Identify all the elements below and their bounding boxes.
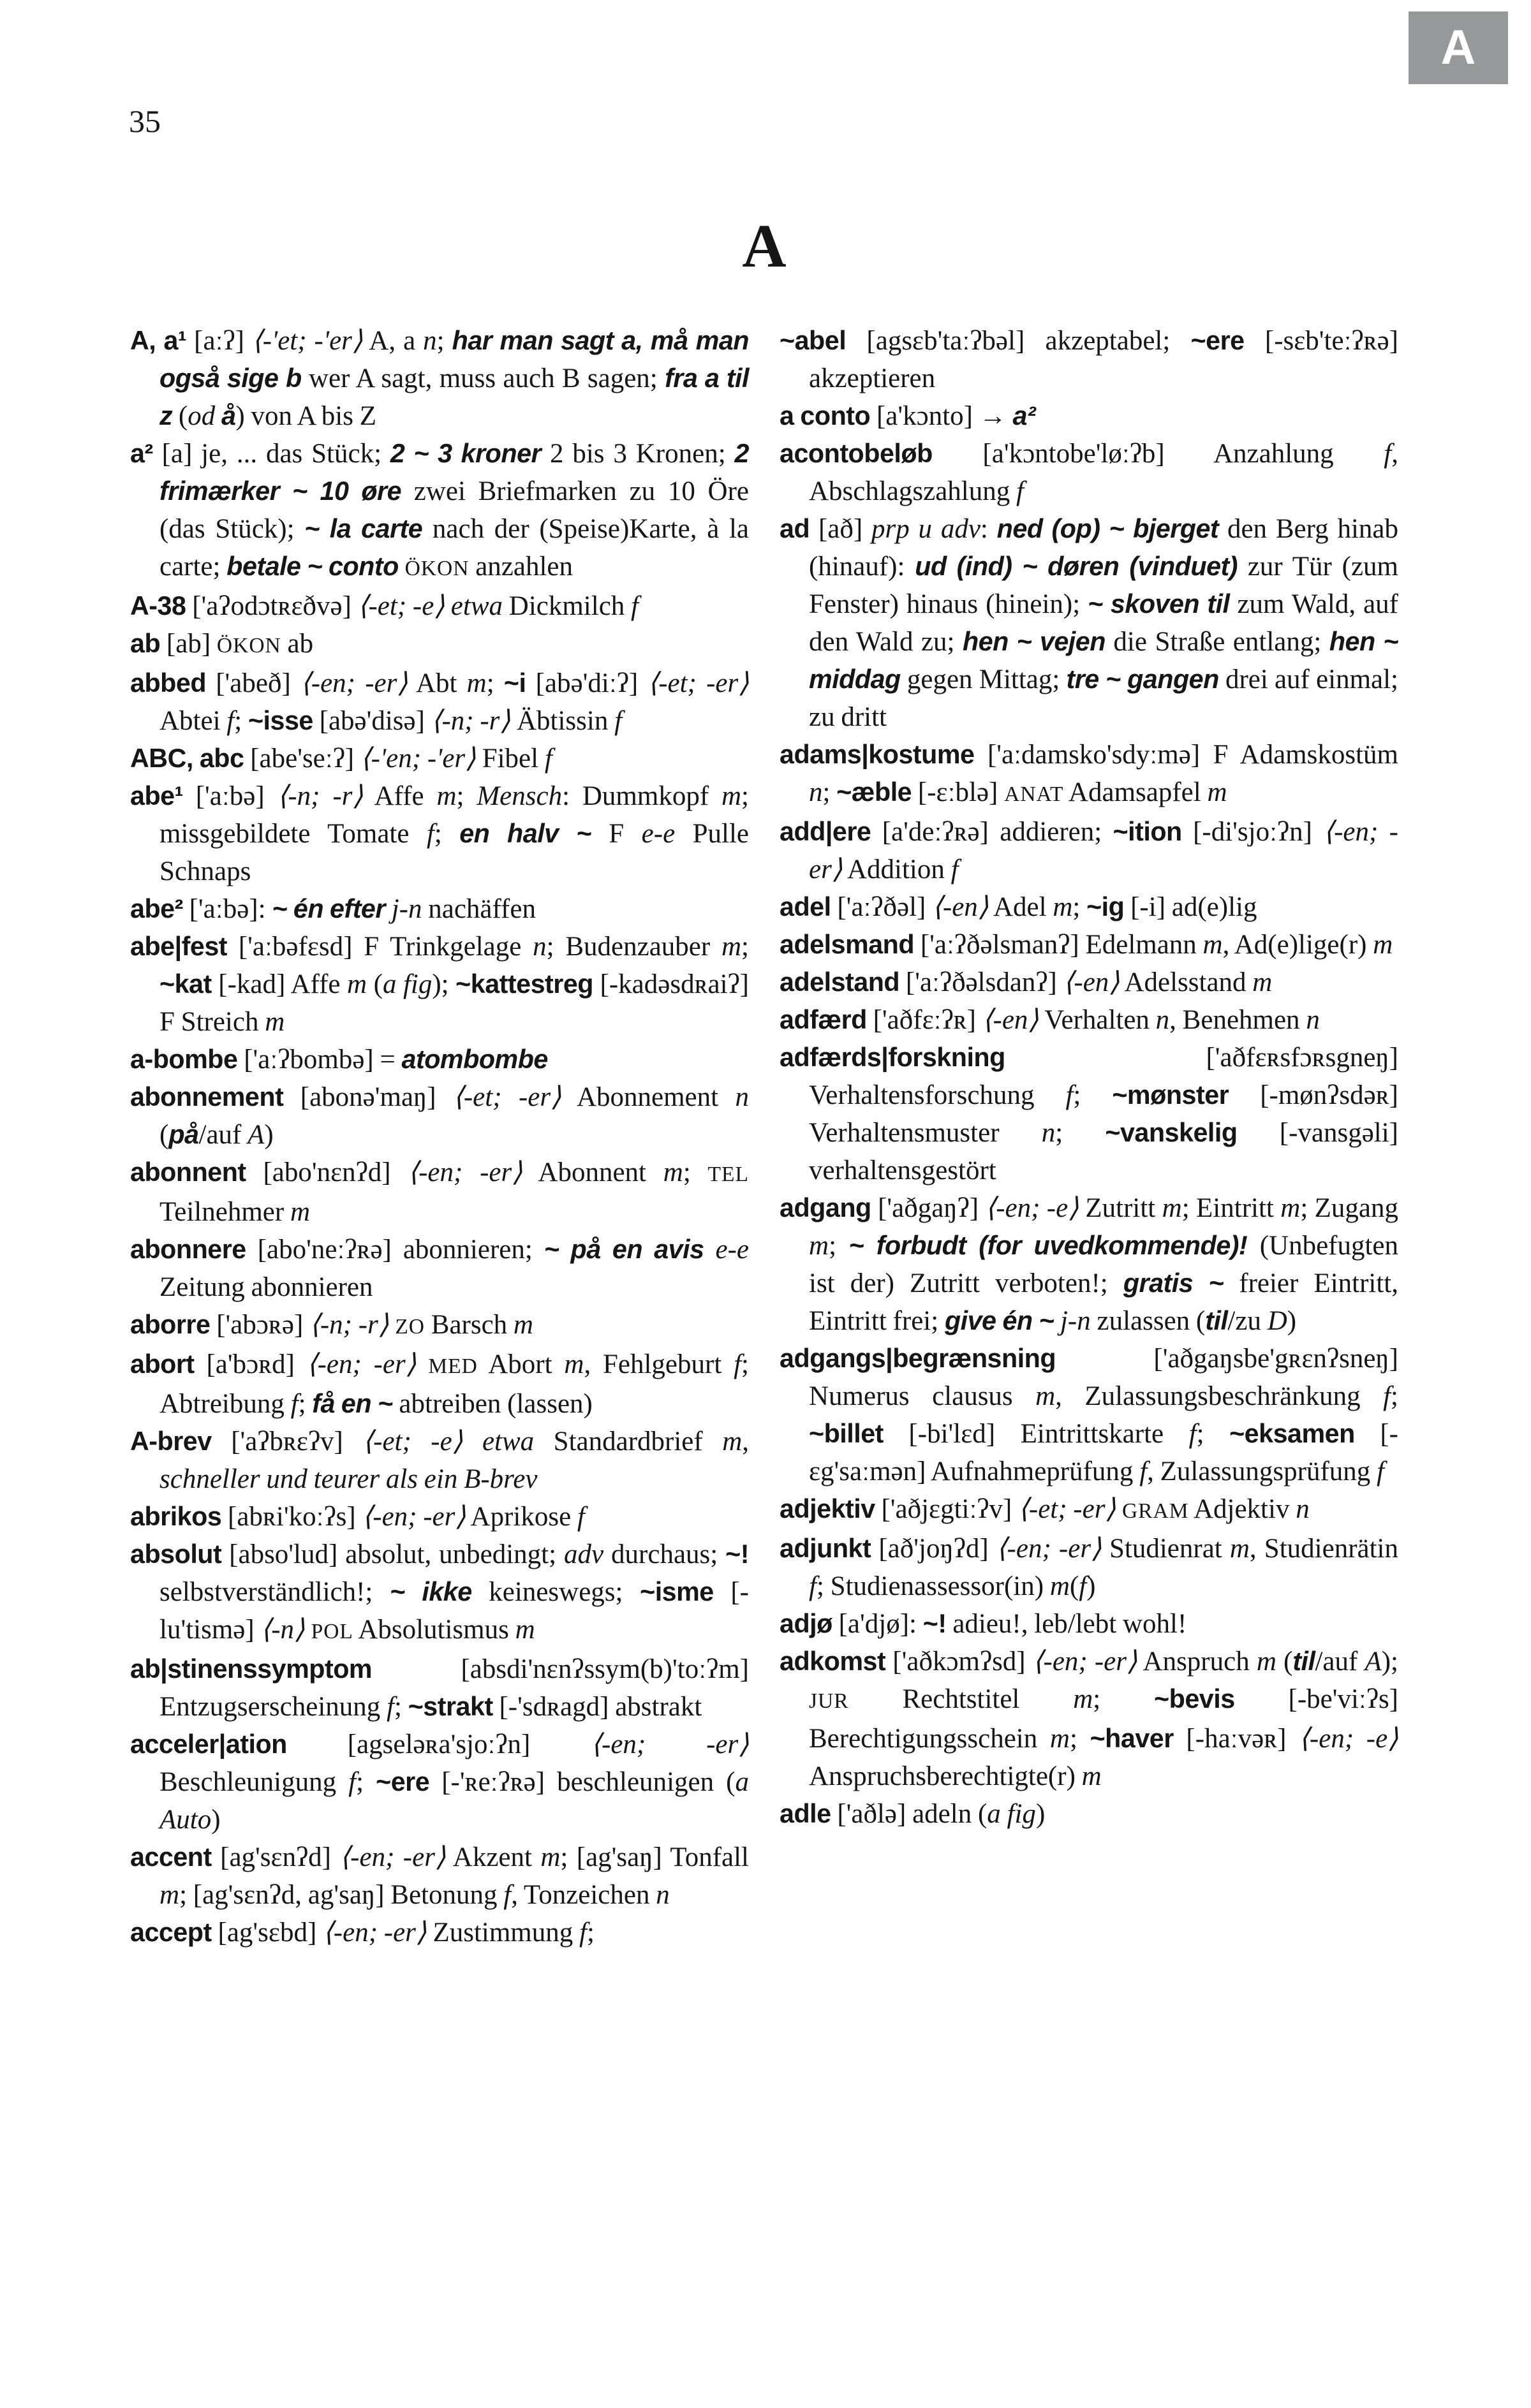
dictionary-entry: abe|fest ['aːbəfɛsd] F Trinkgelage n; Budenzauber m; ~kat [-kad] Affe m (a fig); ~kattestreg [-kadəsdʀaiʔ] F Streich m (130, 932, 749, 1037)
section-letter: A (742, 212, 787, 280)
dictionary-entry: adle ['aðlə] adeln (a fig) (780, 1799, 1046, 1829)
dictionary-entry: adel ['aːʔðəl] ⟨-en⟩ Adel m; ~ig [-i] ad(e)lig (780, 892, 1257, 922)
left-column (130, 322, 749, 1951)
dictionary-entry: abonnement [abonə'maŋ] ⟨-et; -er⟩ Abonnement n (på/auf A) (130, 1082, 749, 1150)
dictionary-entry: abort [a'bɔʀd] ⟨-en; -er⟩ MED Abort m, Fehlgeburt f; Abtreibung f; få en ~ abtreiben (lassen) (130, 1349, 749, 1419)
dictionary-entry: ~abel [agsɛb'taːʔbəl] akzeptabel; ~ere [-sɛb'teːʔʀə] akzeptieren (780, 326, 1398, 393)
dictionary-entry: a conto [a'kɔnto] → a² (780, 401, 1036, 431)
dictionary-entry: adjektiv ['aðjɛgtiːʔv] ⟨-et; -er⟩ GRAM Adjektiv n (780, 1494, 1310, 1524)
corner-tab-letter: A (1440, 20, 1476, 75)
corner-tab (1409, 11, 1508, 84)
dictionary-entry: adelsmand ['aːʔðəlsmanʔ] Edelmann m, Ad(e)lige(r) m (780, 930, 1393, 960)
dictionary-entry: abonnere [abo'neːʔʀə] abonnieren; ~ på en avis e-e Zeitung abonnieren (130, 1235, 749, 1302)
dictionary-entry: A-brev ['aʔbʀɛʔv] ⟨-et; -e⟩ etwa Standardbrief m, schneller und teurer als ein B-brev (130, 1427, 749, 1494)
dictionary-entry: a² [a] je, ... das Stück; 2 ~ 3 kroner 2 bis 3 Kronen; 2 frimærker ~ 10 øre zwei Briefmarken zu 10 Öre (das Stück); ~ la carte nach der (Speise)Karte, à la carte; betale ~ conto ÖKON anzahlen (130, 439, 749, 582)
dictionary-entry: adjø [a'djø]: ~! adieu!, leb/lebt wohl! (780, 1609, 1187, 1639)
dictionary-entry: A, a¹ [aːʔ] ⟨-'et; -'er⟩ A, a n; har man sagt a, må man også sige b wer A sagt, muss auch B sagen; fra a til z (od å) von A bis Z (130, 326, 749, 431)
dictionary-entry: A-38 ['aʔodɔtʀɛðvə] ⟨-et; -e⟩ etwa Dickmilch f (130, 591, 639, 621)
dictionary-entry: absolut [abso'lud] absolut, unbedingt; adv durchaus; ~! selbstverständlich!; ~ ikke keineswegs; ~isme [-lu'tismə] ⟨-n⟩ POL Absolutismus m (130, 1539, 749, 1645)
dictionary-entry: adgangs|begrænsning ['aðgaŋsbe'gʀɛnʔsneŋ] Numerus clausus m, Zulassungsbeschränkung f; ~billet [-bi'lɛd] Eintrittskarte f; ~eksamen [-ɛg'saːmən] Aufnahmeprüfung f, Zulassungsprüfung f (780, 1344, 1398, 1487)
dictionary-entry: adelstand ['aːʔðəlsdanʔ] ⟨-en⟩ Adelsstand m (780, 967, 1273, 997)
dictionary-entry: ab|stinenssymptom [absdi'nɛnʔssym(b)'toːʔm] Entzugserscheinung f; ~strakt [-'sdʀagd] abstrakt (130, 1654, 749, 1722)
dictionary-entry: abrikos [abʀi'koːʔs] ⟨-en; -er⟩ Aprikose f (130, 1502, 585, 1532)
page-number: 35 (129, 103, 161, 139)
dictionary-entry: ab [ab] ÖKON ab (130, 629, 314, 659)
dictionary-entry: ad [að] prp u adv: ned (op) ~ bjerget den Berg hinab (hinauf): ud (ind) ~ døren (vinduet) zur Tür (zum Fenster) hinaus (hinein); ~ skoven til zum Wald, auf den Wald zu; hen ~ vejen die Straße entlang; hen ~ middag gegen Mittag; tre ~ gangen drei auf einmal; zu dritt (780, 514, 1399, 732)
dictionary-entry: abonnent [abo'nɛnʔd] ⟨-en; -er⟩ Abonnent m; TEL Teilnehmer m (130, 1157, 749, 1227)
dictionary-entry: adfærds|forskning ['aðfɛʀsfɔʀsgneŋ] Verhaltensforschung f; ~mønster [-mønʔsdəʀ] Verhaltensmuster n; ~vanskelig [-vansgəli] verhaltensgestört (780, 1043, 1399, 1186)
dictionary-entry: abe¹ ['aːbə] ⟨-n; -r⟩ Affe m; Mensch: Dummkopf m; missgebildete Tomate f; en halv ~ F e-e Pulle Schnaps (130, 781, 750, 886)
dictionary-entry: adfærd ['aðfɛːʔʀ] ⟨-en⟩ Verhalten n, Benehmen n (780, 1005, 1320, 1035)
dictionary-entry: adjunkt [að'joŋʔd] ⟨-en; -er⟩ Studienrat m, Studienrätin f; Studienassessor(in) m(f) (780, 1534, 1398, 1601)
dictionary-entry: a-bombe ['aːʔbombə] = atombombe (130, 1045, 548, 1075)
dictionary-entry: acceler|ation [agseləʀa'sjoːʔn] ⟨-en; -er⟩ Beschleunigung f; ~ere [-'ʀeːʔʀə] beschleunigen (a Auto) (130, 1729, 749, 1835)
dictionary-entry: aborre ['abɔʀə] ⟨-n; -r⟩ ZO Barsch m (130, 1310, 533, 1340)
dictionary-entry: adams|kostume ['aːdamsko'sdyːmə] F Adamskostüm n; ~æble [-ɛːblə] ANAT Adamsapfel m (780, 740, 1398, 807)
dictionary-columns (130, 322, 1398, 1951)
dictionary-entry: add|ere [a'deːʔʀə] addieren; ~ition [-di'sjoːʔn] ⟨-en; -er⟩ Addition f (780, 817, 1398, 885)
dictionary-entry: abe² ['aːbə]: ~ én efter j-n nachäffen (130, 894, 536, 924)
dictionary-entry: abbed ['abeð] ⟨-en; -er⟩ Abt m; ~i [abə'diːʔ] ⟨-et; -er⟩ Abtei f; ~isse [abə'disə] ⟨-n; -r⟩ Äbtissin f (130, 668, 749, 736)
dictionary-entry: adgang ['aðgaŋʔ] ⟨-en; -e⟩ Zutritt m; Eintritt m; Zugang m; ~ forbudt (for uvedkommende)! (Unbefugten ist der) Zutritt verboten!; gratis ~ freier Eintritt, Eintritt frei; give én ~ j-n zulassen (til/zu D) (780, 1193, 1399, 1336)
dictionary-entry: ABC, abc [abe'seːʔ] ⟨-'en; -'er⟩ Fibel f (130, 744, 552, 774)
dictionary-entry: adkomst ['aðkɔmʔsd] ⟨-en; -er⟩ Anspruch m (til/auf A); JUR Rechtstitel m; ~bevis [-be'viːʔs] Berechtigungsschein m; ~haver [-haːvəʀ] ⟨-en; -e⟩ Anspruchsberechtigte(r) m (780, 1647, 1399, 1791)
dictionary-entry: accent [ag'sɛnʔd] ⟨-en; -er⟩ Akzent m; [ag'saŋ] Tonfall m; [ag'sɛnʔd, ag'saŋ] Betonung f, Tonzeichen n (130, 1842, 749, 1910)
dictionary-entry: acontobeløb [a'kɔntobe'løːʔb] Anzahlung f, Abschlagszahlung f (780, 439, 1398, 506)
dictionary-entry: accept [ag'sɛbd] ⟨-en; -er⟩ Zustimmung f; (130, 1918, 595, 1948)
right-column (780, 322, 1398, 1951)
